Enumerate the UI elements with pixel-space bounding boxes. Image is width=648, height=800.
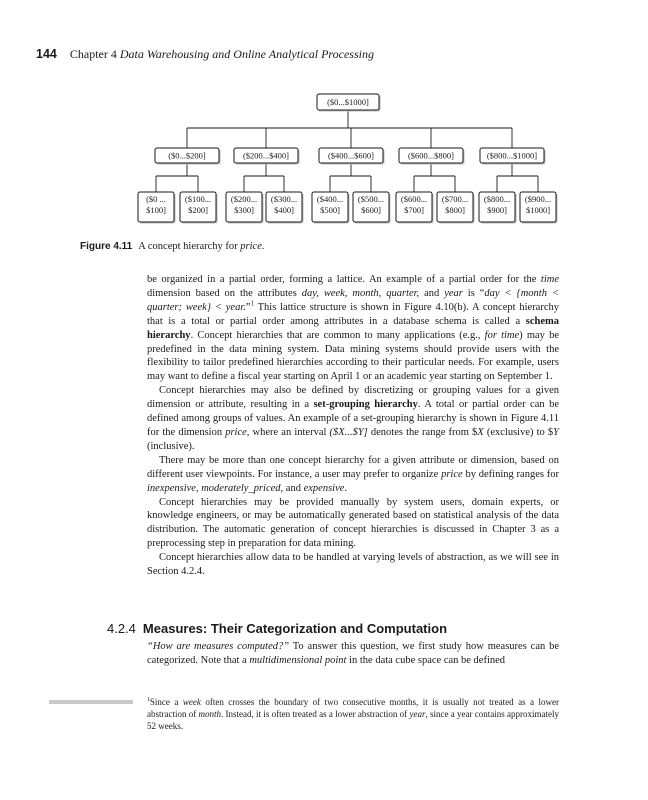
- hierarchy-level2-node-label: ($0 ...: [146, 194, 166, 204]
- hierarchy-level2-node-label: $200]: [188, 205, 208, 215]
- hierarchy-level1-node-label: ($600...$800]: [407, 150, 455, 161]
- hierarchy-root-node: [317, 94, 381, 112]
- hierarchy-level1-node: [480, 148, 546, 165]
- chapter-label: Chapter 4: [69, 47, 117, 61]
- figure-label: Figure 4.11: [80, 241, 133, 252]
- figure-caption: [80, 241, 265, 252]
- paragraph-2: Concept hierarchies may also be defined by discretizing or grouping values for a given dimension or attribute, resulting in a set-grouping hierarchy. A total or partial order can be defined among groups of values. An example of a set-grouping hierarchy is shown in Figure 4.11 for the dimension price, where an interval ($X...$Y] denotes the range from $X (exclusive) to $Y (inclusive).: [147, 385, 559, 452]
- paragraph-1: be organized in a partial order, forming a lattice. An example of a partial order for the time dimension based on the attributes day, week, month, quarter, and year is “day < {month < quarter; week} < year.”$^1$ This lattice structure is shown in Figure 4.10(b). A concept hierarchy that is a total or partial order among attributes in a database schema is called a schema hierarchy. Concept hierarchies that are common to many applications (e.g., for time) may be predefined in the data mining system. Data mining systems should provide users with the flexibility to tailor predefined hierarchies according to their particular needs. For example, users may want to define a fiscal year starting on April 1 or an academic year starting on September 1.: [147, 274, 560, 383]
- footnote-mark: 1: [147, 697, 150, 703]
- page-number: 144: [36, 47, 57, 61]
- hierarchy-level2-node-label: ($700...: [441, 194, 469, 204]
- hierarchy-level2-node-label: $800]: [445, 205, 465, 215]
- section-heading: [107, 621, 447, 636]
- hierarchy-level2-node-label: ($100...: [184, 194, 212, 204]
- hierarchy-level1-node-label: ($400...$600]: [327, 150, 375, 161]
- hierarchy-level2-node: [437, 192, 475, 224]
- section-paragraph: “How are measures computed?” To answer this question, we first study how measures can be categorized. Note that a multidimensional point in the data cube space can be defined: [147, 641, 560, 666]
- section-number: 4.2.4: [107, 621, 136, 636]
- chapter-title: Data Warehousing and Online Analytical Processing: [119, 47, 374, 61]
- hierarchy-level2-node: [180, 192, 218, 224]
- hierarchy-level2-node: [479, 192, 517, 224]
- hierarchy-level2-node-label: ($900...: [524, 194, 552, 204]
- hierarchy-level2-node-label: $100]: [146, 205, 166, 215]
- hierarchy-level2-node: [312, 192, 350, 224]
- hierarchy-level1-node-label: ($200...$400]: [242, 150, 290, 161]
- paragraph-5: Concept hierarchies allow data to be handled at varying levels of abstraction, as we will see in Section 4.2.4.: [147, 552, 559, 578]
- hierarchy-level2-node: [396, 192, 434, 224]
- hierarchy-level1-node: [399, 148, 465, 165]
- hierarchy-level2-node-label: $500]: [320, 205, 340, 215]
- concept-hierarchy-diagram: [0, 0, 648, 240]
- paragraph-4: Concept hierarchies may be provided manually by system users, domain experts, or knowledge engineers, or may be automatically generated based on statistical analysis of the data distribution. The automatic generation of concept hierarchies is discussed in Chapter 3 as a preprocessing step in preparation for data mining.: [147, 496, 559, 550]
- hierarchy-level2-node: [138, 192, 176, 224]
- hierarchy-level1-node-label: ($0...$200]: [168, 150, 206, 161]
- hierarchy-level2-node-label: ($500...: [357, 194, 385, 204]
- hierarchy-level2-node-label: $900]: [487, 205, 507, 215]
- hierarchy-level2-node: [266, 192, 304, 224]
- hierarchy-level2-node-label: ($200...: [230, 194, 258, 204]
- hierarchy-level2-node-label: ($800...: [483, 194, 511, 204]
- term-schema-hierarchy: schema hierarchy: [147, 315, 559, 341]
- hierarchy-level2-node-label: $1000]: [525, 205, 551, 215]
- hierarchy-level1-node: [155, 148, 221, 165]
- hierarchy-level2-node: [520, 192, 558, 224]
- hierarchy-level2-node: [353, 192, 391, 224]
- hierarchy-level2-node-label: $700]: [404, 205, 424, 215]
- body-text: [147, 273, 559, 579]
- hierarchy-level1-node: [319, 148, 385, 165]
- paragraph-3: There may be more than one concept hierarchy for a given attribute or dimension, based on different user viewpoints. For instance, a user may prefer to organize price by defining ranges for inexpensive, moderately_priced, and expensive.: [147, 454, 560, 494]
- footnote: $^1$Since a week often crosses the boundary of two consecutive months, it is usually not treated as a lower abstraction of month. Instead, it is often treated as a lower abstraction of year, since a year contains approximately 52 weeks.: [147, 697, 560, 732]
- section-title: Measures: Their Categorization and Computation: [142, 621, 448, 636]
- hierarchy-level2-node-label: $300]: [234, 205, 254, 215]
- footnote-ref: 1: [250, 300, 254, 308]
- hierarchy-level1-node-label: ($800...$1000]: [486, 150, 538, 161]
- hierarchy-root-node-label: ($0...$1000]: [327, 97, 369, 107]
- term-set-grouping-hierarchy: set-grouping hierarchy: [313, 399, 418, 411]
- figure-caption-emphasis: price.: [240, 241, 265, 252]
- hierarchy-level2-node: [226, 192, 264, 224]
- figure-caption-text: A concept hierarchy for: [138, 241, 241, 252]
- hierarchy-level2-node-label: ($600...: [400, 194, 428, 204]
- hierarchy-level1-node: [234, 148, 300, 165]
- hierarchy-level2-node-label: ($300...: [270, 194, 298, 204]
- hierarchy-level2-node-label: ($400...: [316, 194, 344, 204]
- footnote-rule: [49, 700, 133, 704]
- hierarchy-level2-node-label: $600]: [361, 205, 381, 215]
- hierarchy-level2-node-label: $400]: [274, 205, 294, 215]
